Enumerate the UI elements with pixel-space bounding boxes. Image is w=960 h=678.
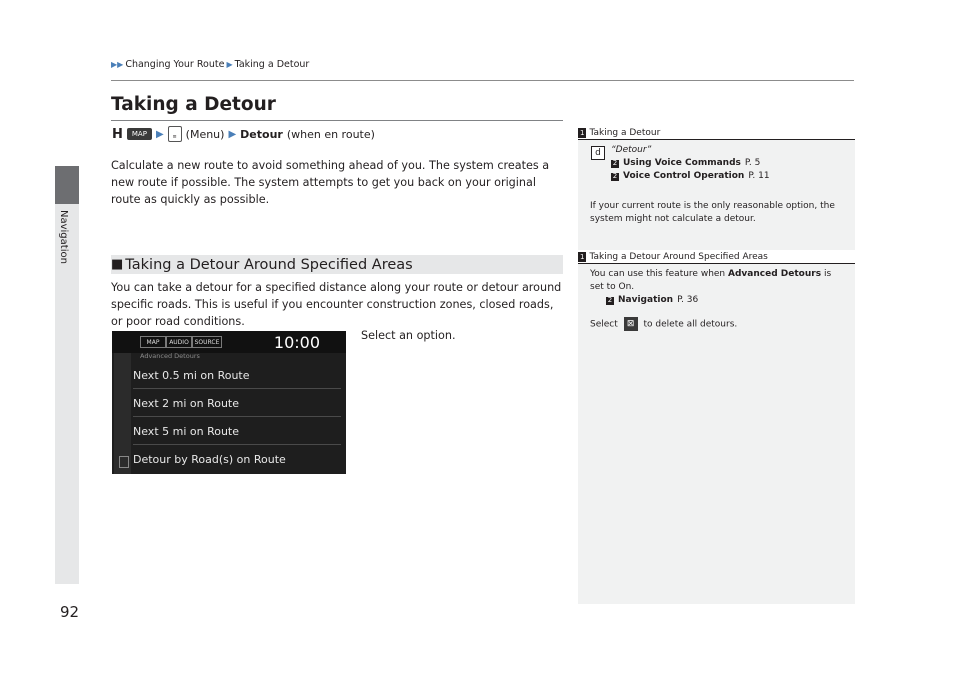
note-text-part: to delete all detours. <box>643 319 738 330</box>
note-text-part: Select <box>590 319 618 330</box>
intro-paragraph: Calculate a new route to avoid something ahead of you. The system creates a new route if possible. The system attempts to get you back on your original route as quickly as possible. <box>111 159 550 206</box>
note-paragraph <box>590 317 845 332</box>
note-content <box>590 268 845 332</box>
reference-label: Navigation <box>618 295 674 305</box>
trash-icon[interactable] <box>119 456 129 468</box>
screen-tab-audio[interactable]: AUDIO <box>166 336 192 348</box>
breadcrumb-arrow-icon: ▶ <box>226 60 233 69</box>
note-paragraph: If your current route is the only reasonable option, the system might not calculate a detour. <box>590 201 835 224</box>
section-marker-icon: ■ <box>111 257 124 272</box>
note-title: Taking a Detour <box>589 127 661 138</box>
reference-page: P. 5 <box>744 158 761 168</box>
note-badge-icon: 1 <box>580 252 585 261</box>
reference-label: Voice Control Operation <box>623 171 745 181</box>
breadcrumb-item-detour[interactable]: Taking a Detour <box>234 59 310 70</box>
section-header <box>111 255 563 274</box>
voice-icon: d <box>591 146 605 160</box>
screen-option-label: Next 5 mi on Route <box>133 424 240 438</box>
section-paragraph: You can take a detour for a specified distance along your route or detour around specific roads. This is useful if you encounter construction zones, closed roads, or poor road conditions. <box>111 281 562 328</box>
home-icon: H <box>112 126 123 142</box>
section-title: Taking a Detour Around Specified Areas <box>125 256 413 273</box>
screen-option[interactable] <box>133 446 341 473</box>
breadcrumb-item-route[interactable]: Changing Your Route <box>125 59 225 70</box>
screen-option-label: Detour by Road(s) on Route <box>133 453 286 466</box>
menu-path <box>112 126 375 142</box>
detour-label: Detour <box>240 127 283 141</box>
reference-page: P. 36 <box>677 295 699 305</box>
screen-subtitle: Advanced Detours <box>140 352 200 360</box>
screen-option[interactable] <box>133 418 341 445</box>
screen-clock: 10:00 <box>273 333 320 352</box>
note-text-part: You can use this feature when <box>590 269 726 279</box>
cross-reference[interactable] <box>611 157 770 170</box>
path-arrow-icon: ▶ <box>155 128 164 140</box>
screen-tab-map[interactable]: MAP <box>140 336 166 348</box>
screen-option-label: Next 2 mi on Route <box>133 396 240 410</box>
cross-reference[interactable] <box>611 170 770 183</box>
voice-command-quote: “Detour” <box>611 145 652 155</box>
reference-label: Using Voice Commands <box>623 158 741 168</box>
note-title: Taking a Detour Around Specified Areas <box>589 251 768 262</box>
screen-option-label: Next 0.5 mi on Route <box>133 368 250 382</box>
cross-reference[interactable] <box>606 294 845 307</box>
reference-icon: 2 <box>612 159 618 167</box>
note-content <box>611 144 770 183</box>
reference-icon: 2 <box>607 296 613 304</box>
when-label: (when en route) <box>286 127 375 141</box>
header-divider <box>111 80 854 81</box>
note-header <box>578 126 855 140</box>
note-text-part: is set to On. <box>590 269 832 292</box>
note-header <box>578 250 855 264</box>
note-paragraph <box>590 268 845 294</box>
breadcrumb <box>111 59 309 70</box>
page-number: 92 <box>60 603 80 621</box>
screen-option[interactable] <box>133 390 341 417</box>
title-divider <box>111 120 563 121</box>
chapter-label: Navigation <box>58 210 69 264</box>
screen-side-panel <box>114 353 131 474</box>
delete-detours-icon: ⊠ <box>624 317 638 331</box>
device-screenshot <box>112 331 346 474</box>
breadcrumb-arrow-icon: ▶▶ <box>111 60 124 69</box>
screen-option[interactable] <box>133 362 341 389</box>
screen-tab-source[interactable]: SOURCE <box>192 336 222 348</box>
select-option-text: Select an option. <box>361 329 456 342</box>
reference-icon: 2 <box>612 172 618 180</box>
menu-label: (Menu) <box>185 127 225 141</box>
page-title: Taking a Detour <box>111 94 276 115</box>
map-button-icon: MAP <box>127 128 152 140</box>
menu-icon: ≡ <box>168 126 182 142</box>
chapter-tab <box>55 166 79 204</box>
path-arrow-icon: ▶ <box>228 128 237 140</box>
notes-panel <box>578 126 855 604</box>
reference-page: P. 11 <box>748 171 770 181</box>
note-badge-icon: 1 <box>580 128 585 137</box>
setting-name: Advanced Detours <box>728 269 822 279</box>
